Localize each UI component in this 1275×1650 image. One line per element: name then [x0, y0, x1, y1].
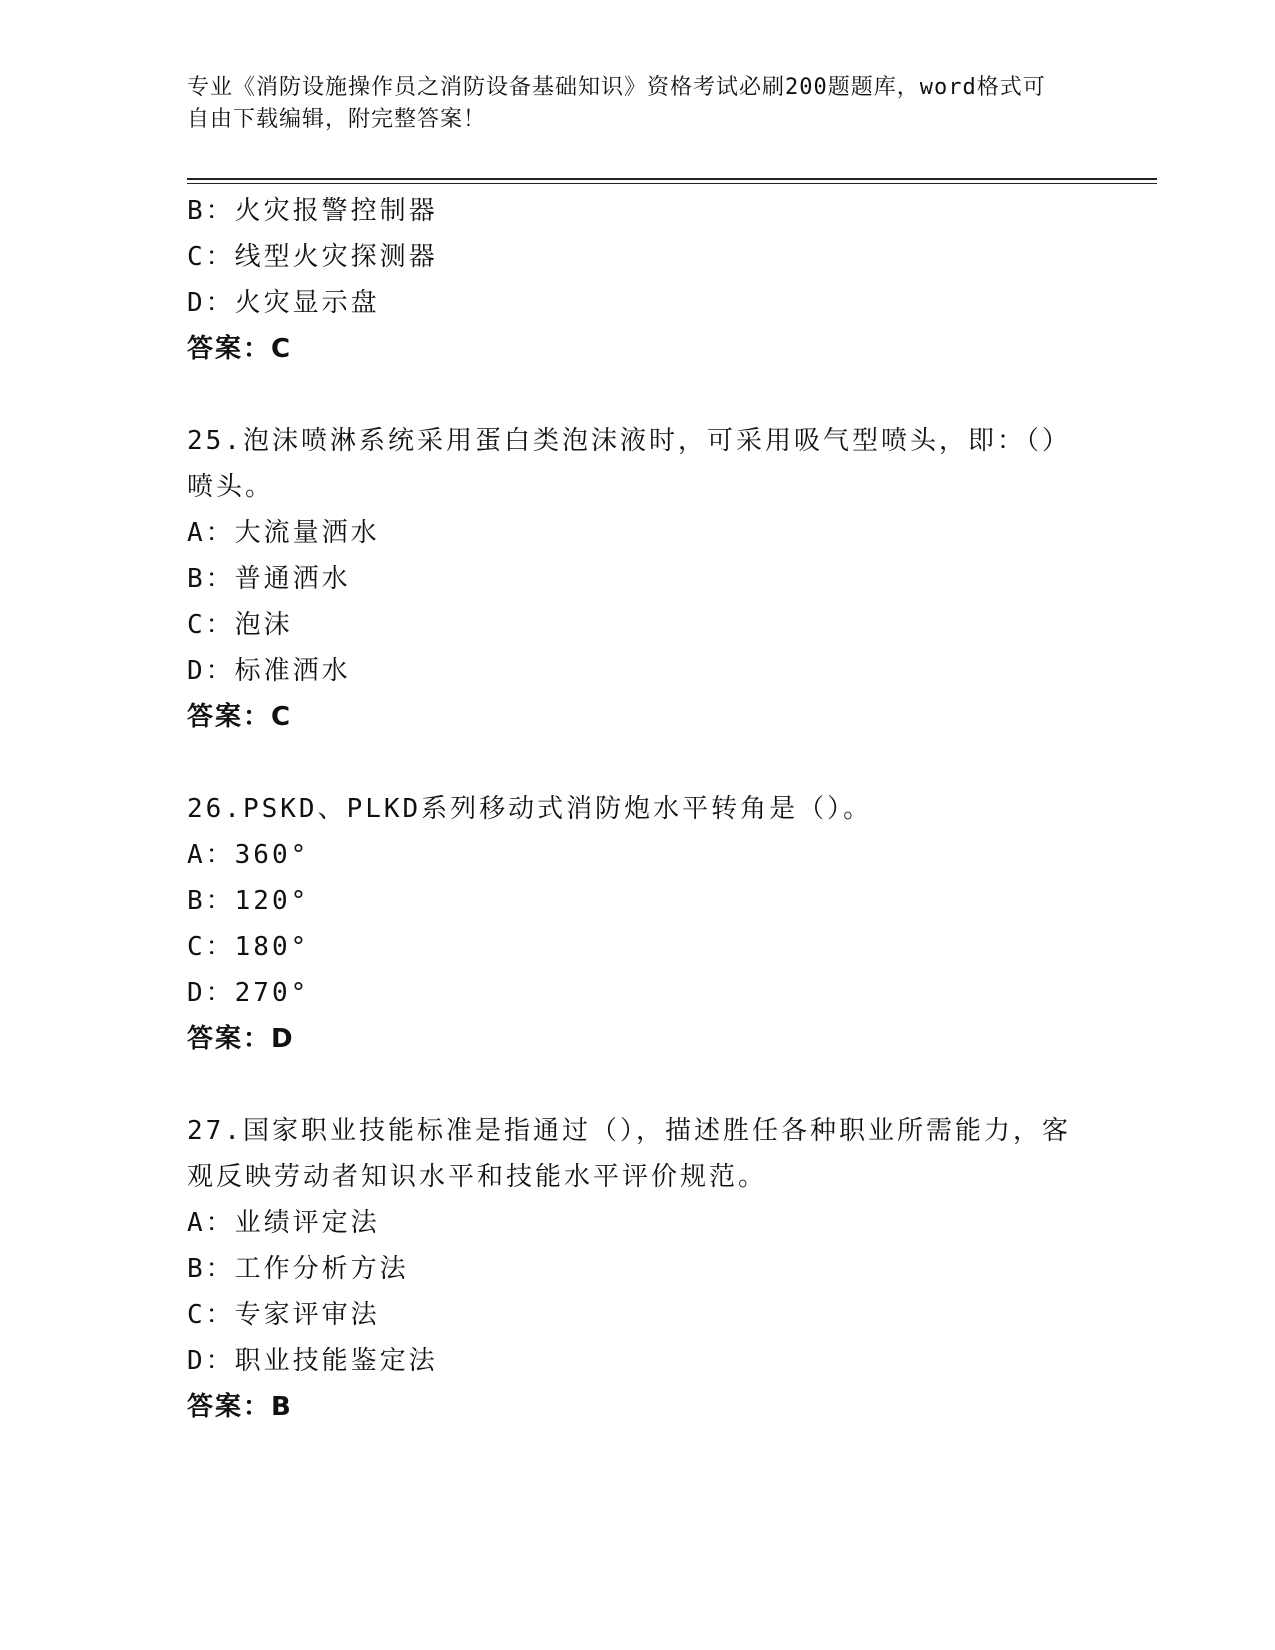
question-24	[187, 188, 1087, 372]
question-27	[187, 1108, 1087, 1430]
header-rule-bottom	[187, 183, 1157, 184]
option-b: B：工作分析方法	[187, 1254, 409, 1284]
option-d: D：270°	[187, 978, 310, 1008]
option-c: C：专家评审法	[187, 1300, 380, 1330]
option-a: A：360°	[187, 840, 310, 870]
option-d: D：职业技能鉴定法	[187, 1346, 438, 1376]
header-rule-top	[187, 178, 1157, 180]
option-c: C：泡沫	[187, 610, 293, 640]
option-b: B：火灾报警控制器	[187, 196, 438, 226]
answer-line: 答案：C	[187, 702, 293, 732]
option-c: C：线型火灾探测器	[187, 242, 438, 272]
question-stem: 25.泡沫喷淋系统采用蛋白类泡沫液时，可采用吸气型喷头，即：（）喷头。	[187, 426, 1071, 502]
question-25	[187, 418, 1087, 740]
question-stem: 27.国家职业技能标准是指通过（），描述胜任各种职业所需能力，客观反映劳动者知识水平和技能水平评价规范。	[187, 1116, 1071, 1192]
answer-line: 答案：B	[187, 1392, 293, 1422]
question-26	[187, 786, 1087, 1062]
option-b: B：普通洒水	[187, 564, 351, 594]
option-b: B：120°	[187, 886, 310, 916]
answer-line: 答案：C	[187, 334, 293, 364]
question-stem: 26.PSKD、PLKD系列移动式消防炮水平转角是（）。	[187, 794, 873, 824]
option-d: D：标准洒水	[187, 656, 351, 686]
question-list	[187, 188, 1087, 1430]
option-a: A：大流量洒水	[187, 518, 380, 548]
option-d: D：火灾显示盘	[187, 288, 380, 318]
answer-line: 答案：D	[187, 1024, 295, 1054]
option-a: A：业绩评定法	[187, 1208, 380, 1238]
option-c: C：180°	[187, 932, 310, 962]
document-header: 专业《消防设施操作员之消防设备基础知识》资格考试必刷200题题库，word格式可自由下载编辑，附完整答案！	[187, 75, 1046, 132]
